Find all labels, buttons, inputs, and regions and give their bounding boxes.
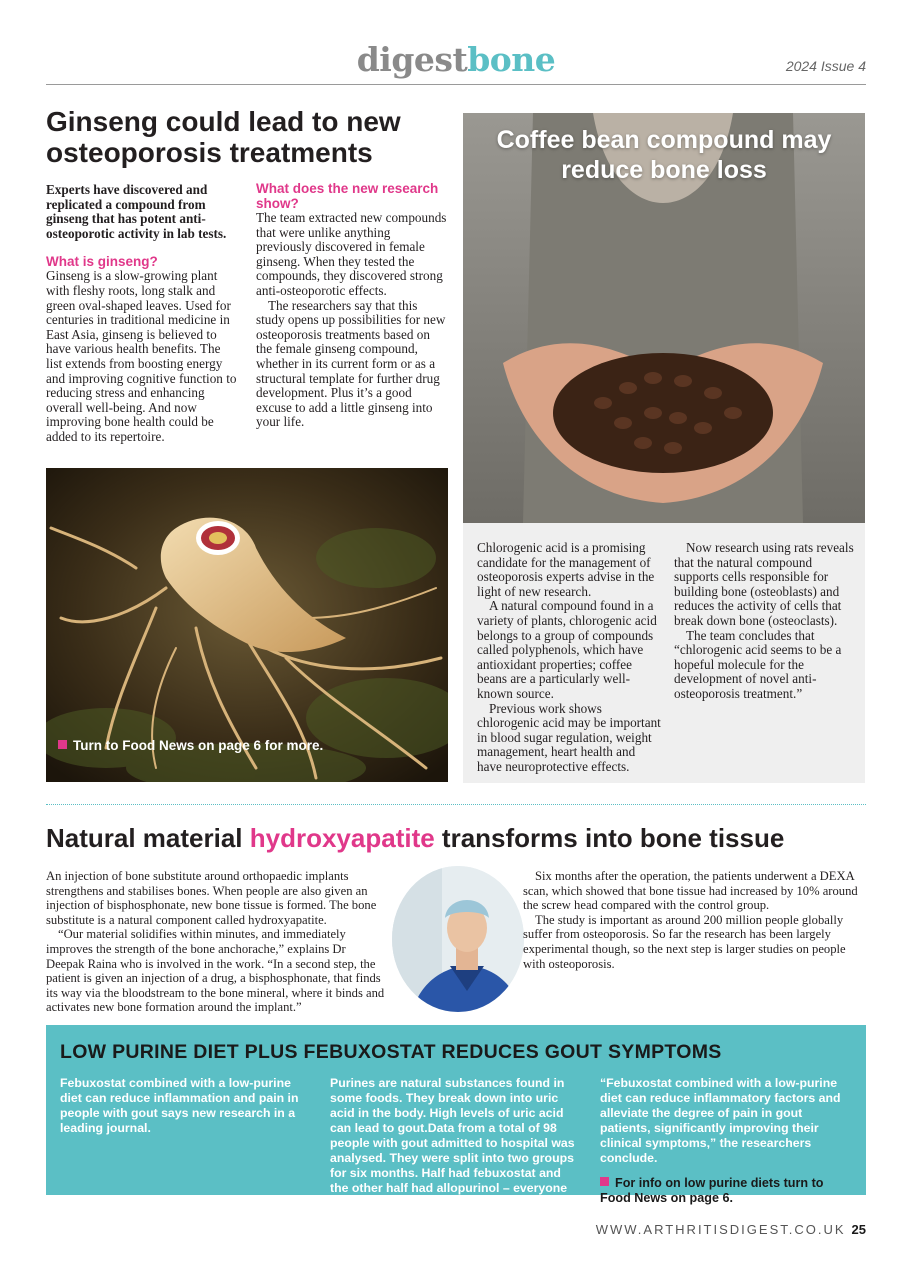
gout-column-2 (330, 1076, 582, 1211)
ginseng-subhead-what-is: What is ginseng? (46, 254, 158, 270)
surgeon-photo (392, 866, 524, 1012)
masthead-part-bone: bone (467, 40, 556, 79)
page-number: 25 (851, 1222, 866, 1237)
gout-info-note: For info on low purine diets turn to Food News on page 6. (600, 1176, 824, 1205)
footer-url[interactable]: WWW.ARTHRITISDIGEST.CO.UK (595, 1222, 846, 1237)
hydroxy-paragraph: “Our material solidifies within minutes, and immediately improves the strength of the bone anchorache,” explains Dr Deepak Raina who is involved in the work. “In a second step, the patient is given an injection of a drug, a bisphosphonate, that finds its way via the bloodstream to the bone mineral, where it binds and activates new bone formation around the implant.” (46, 927, 385, 1015)
coffee-headline: Coffee bean compound may reduce bone loss (496, 126, 832, 184)
hydroxy-column-2 (523, 869, 868, 971)
masthead-part-digest: digest (356, 40, 468, 79)
pink-bullet-icon (600, 1177, 609, 1186)
coffee-column-1 (477, 541, 661, 775)
coffee-paragraph: Now research using rats reveals that the natural compound supports cells responsible for building bone (osteoblasts) and reduces the activity of cells that break down bone (osteoclasts). (674, 540, 854, 628)
gout-column-1 (60, 1076, 310, 1136)
hydroxy-paragraph: Six months after the operation, the patients underwent a DEXA scan, which showed that bone tissue had increased by 10% around the screw head compared with the control group. (523, 869, 858, 913)
ginseng-column-1 (46, 183, 238, 445)
coffee-paragraph: The team concludes that “chlorogenic acid seems to be a hopeful molecule for the development of novel anti-osteoporosis treatment.” (674, 627, 842, 701)
gout-paragraph: “Febuxostat combined with a low-purine diet can reduce inflammatory factors and alleviate the degree of pain in gout patients, significantly improving their clinical symptoms,” the researchers conclude. (600, 1076, 841, 1165)
issue-label: 2024 Issue 4 (785, 58, 866, 74)
gout-paragraph: Purines are natural substances found in some foods. They break down into uric acid in the body. High levels of uric acid can lead to gout.Data from a total of 98 people with gout admitted to hospital was analysed. They were split into two groups for six months. Half had febuxostat and the other half had allopurinol – everyone followed a low purine diet. (330, 1076, 575, 1210)
coffee-column-2 (674, 541, 860, 702)
ginseng-lead: Experts have discovered and replicated a compound from ginseng that has potent anti-osteoporotic activity in lab tests. (46, 182, 227, 241)
header-rule (46, 84, 866, 85)
footer (596, 1222, 866, 1237)
gout-paragraph: Febuxostat combined with a low-purine diet can reduce inflammation and pain in people with gout says new research in a leading journal. (60, 1076, 299, 1135)
headline-highlight: hydroxyapatite (249, 823, 435, 853)
ginseng-root-photo (46, 468, 448, 782)
ginseng-turn-note: Turn to Food News on page 6 for more. (58, 738, 323, 754)
hydroxy-paragraph: An injection of bone substitute around orthopaedic implants strengthens and stabilises bones. When people are also given an injection of bisphosphonate, new bone tissue is formed. The bone substitute is a natural component called hydroxyapatite. (46, 869, 377, 927)
ginseng-column-2 (256, 181, 448, 430)
gout-headline: LOW PURINE DIET PLUS FEBUXOSTAT REDUCES GOUT SYMPTOMS (60, 1041, 722, 1063)
ginseng-paragraph: Ginseng is a slow-growing plant with fleshy roots, long stalk and green oval-shaped leaves. Used for centuries in traditional medicine in East Asia, ginseng is believed to have various health benefits. The list extends from boosting energy and improving cognitive function to reducing stress and enhancing overall well-being. And now improving bone health could be added to its repertoire. (46, 268, 237, 444)
coffee-paragraph: Chlorogenic acid is a promising candidate for the management of osteoporosis experts advise in the light of new research. (477, 540, 655, 599)
ginseng-subhead-research: What does the new research show? (256, 181, 439, 211)
gout-column-3 (600, 1076, 854, 1206)
ginseng-headline: Ginseng could lead to new osteoporosis treatments (46, 106, 401, 168)
hydroxy-column-1 (46, 869, 386, 1015)
coffee-paragraph: Previous work shows chlorogenic acid may be important in blood sugar regulation, weight management, heart health and have neuroprotective effects. (477, 700, 661, 774)
hydroxy-paragraph: The study is important as around 200 million people globally suffer from osteoporosis. So far the research has been largely experimental though, so the next step is larger studies on people with osteoporosis. (523, 912, 846, 971)
ginseng-paragraph: The researchers say that this study opens up possibilities for new osteoporosis treatments based on the female ginseng compound, whether in its current form or as a structural template for further drug development. Plus it’s a good excuse to add a little ginseng into your life. (256, 297, 446, 430)
coffee-paragraph: A natural compound found in a variety of plants, chlorogenic acid belongs to a group of compounds called polyphenols, which have antioxidant properties; coffee beans are a particularly well-known source. (477, 598, 657, 701)
ginseng-paragraph: The team extracted new compounds that were unlike anything previously discovered in female ginseng. When they tested the compounds, they discovered strong anti-osteoporotic effects. (256, 210, 447, 298)
section-divider (46, 804, 866, 805)
hydroxyapatite-headline: Natural material hydroxyapatite transforms into bone tissue (46, 823, 785, 853)
pink-bullet-icon (58, 740, 67, 749)
masthead-logo (0, 40, 912, 79)
